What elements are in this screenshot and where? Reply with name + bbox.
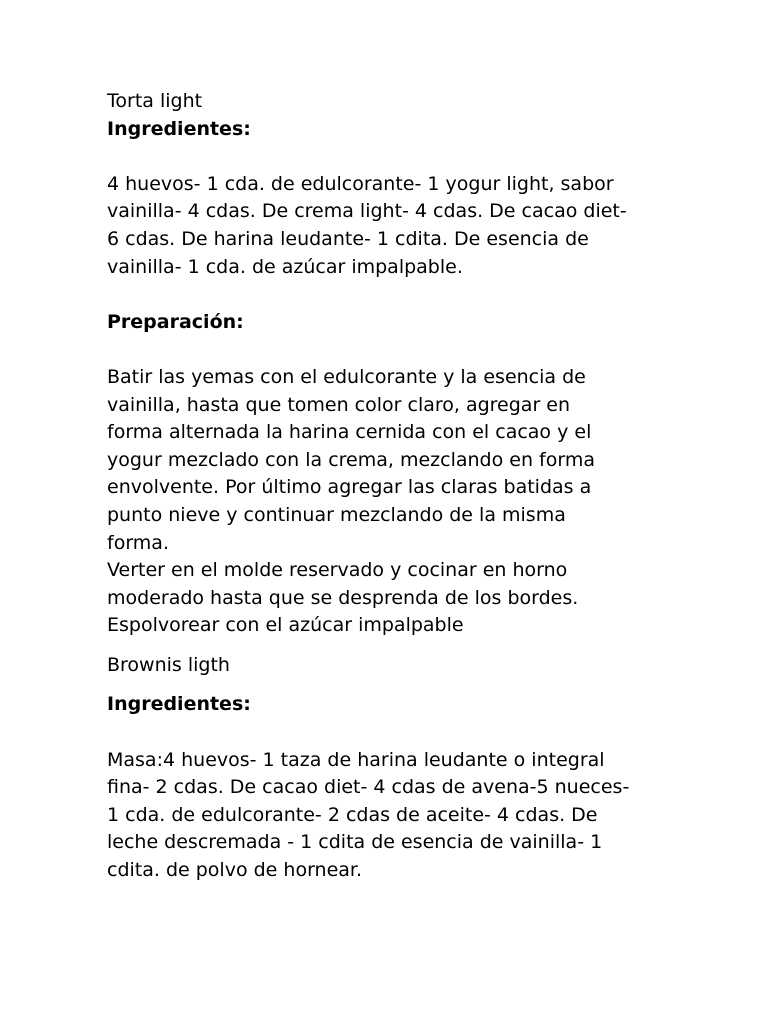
text-line: 4 huevos- 1 cda. de edulcorante- 1 yogur light, sabor	[107, 172, 614, 195]
text-line: Batir las yemas con el edulcorante y la esencia de	[107, 365, 586, 388]
preparation-paragraph	[107, 364, 667, 640]
text-line: moderado hasta que se desprenda de los bordes.	[107, 586, 579, 609]
text-line: yogur mezclado con la crema, mezclando en forma	[107, 448, 595, 471]
ingredients-heading: Ingredientes:	[107, 693, 251, 716]
text-line: vainilla- 1 cda. de azúcar impalpable.	[107, 255, 463, 278]
text-line: forma.	[107, 531, 169, 554]
text-line: Espolvorear con el azúcar impalpable	[107, 614, 464, 637]
text-line: 6 cdas. De harina leudante- 1 cdita. De esencia de	[107, 227, 589, 250]
text-line: envolvente. Por último agregar las claras batidas a	[107, 476, 592, 499]
text-line: fina- 2 cdas. De cacao diet- 4 cdas de avena-5 nueces-	[107, 776, 630, 799]
text-line: vainilla, hasta que tomen color claro, agregar en	[107, 393, 571, 416]
ingredients-heading: Ingredientes:	[107, 117, 251, 140]
text-line: vainilla- 4 cdas. De crema light- 4 cdas. De cacao diet-	[107, 200, 627, 223]
preparation-heading: Preparación:	[107, 310, 244, 333]
text-line: punto nieve y continuar mezclando de la misma	[107, 503, 566, 526]
ingredients-paragraph	[107, 171, 667, 281]
text-line: Masa:4 huevos- 1 taza de harina leudante o integral	[107, 748, 605, 771]
recipe-title: Brownis ligth	[107, 653, 230, 676]
text-line: cdita. de polvo de hornear.	[107, 859, 363, 882]
ingredients-paragraph	[107, 747, 667, 885]
document-page	[107, 88, 667, 885]
text-line: forma alternada la harina cernida con el cacao y el	[107, 421, 592, 444]
text-line: 1 cda. de edulcorante- 2 cdas de aceite- 4 cdas. De	[107, 803, 598, 826]
text-line: leche descremada - 1 cdita de esencia de vainilla- 1	[107, 831, 603, 854]
recipe-title: Torta light	[107, 90, 203, 112]
text-line: Verter en el molde reservado y cocinar en horno	[107, 559, 568, 582]
